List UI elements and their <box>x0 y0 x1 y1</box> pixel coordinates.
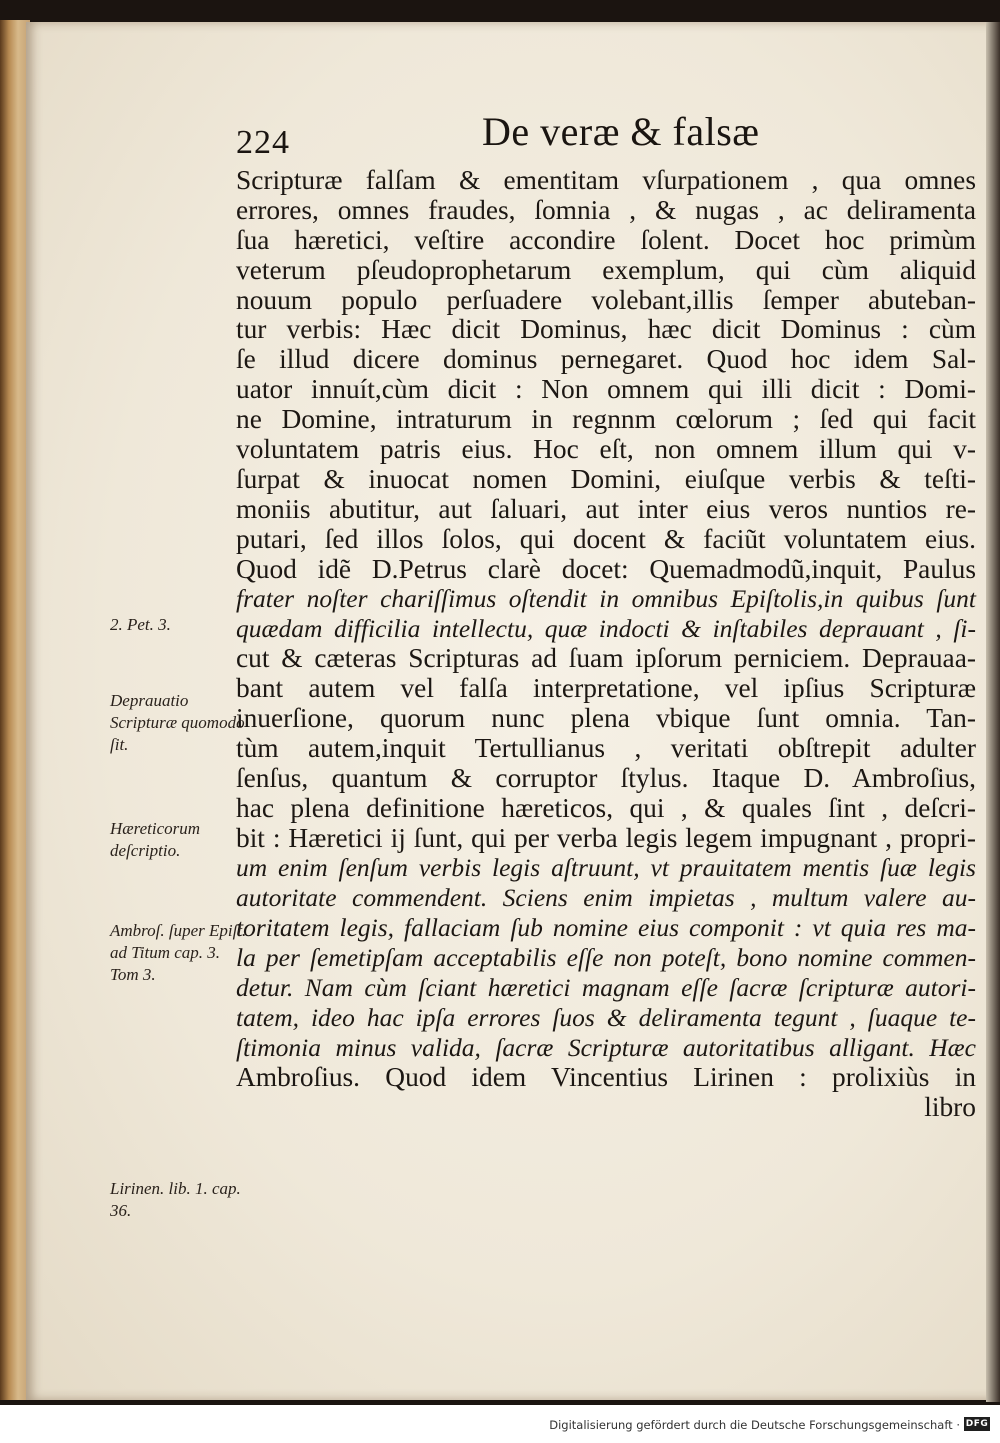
text-line: inuerſione, quorum nunc plena vbique ſunt omnia. Tan- <box>236 703 976 734</box>
text-line: ſe illud dicere dominus pernegaret. Quod hoc idem Sal- <box>236 344 976 375</box>
page-number: 224 <box>236 124 290 161</box>
text-line: tùm autem,inquit Tertullianus , veritati obſtrepit adulter <box>236 732 976 763</box>
text-line: putari, ſed illos ſolos, qui docent & faciũt voluntatem eius. <box>236 523 976 554</box>
dfg-logo: DFG <box>965 1419 989 1429</box>
text-line: Ambroſius. Quod idem Vincentius Lirinen : prolixiùs in <box>236 1061 976 1092</box>
text-line: nouum populo perſuadere volebant,illis ſemper abuteban- <box>236 284 976 315</box>
text-line: errores, omnes fraudes, ſomnia , & nugas , ac deliramenta <box>236 194 976 225</box>
text-line: veterum pſeudoprophetarum exemplum, qui cùm aliquid <box>236 254 976 285</box>
main-text-block <box>236 166 976 1123</box>
text-line: ſurpat & inuocat nomen Domini, eiuſque verbis & teſti- <box>236 463 976 494</box>
text-line: ſenſus, quantum & corruptor ſtylus. Itaque D. Ambroſius, <box>236 762 976 793</box>
text-line: detur. Nam cùm ſciant hæretici magnam eſſe ſacræ ſcripturæ autori- <box>236 973 976 1003</box>
text-line: hac plena definitione hæreticos, qui , & quales ſint , deſcri- <box>236 792 976 823</box>
text-line: tatem, ideo hac ipſa errores ſuos & deliramenta tegunt , ſuaque te- <box>236 1002 976 1032</box>
text-line: quædam difficilia intellectu, quæ indocti & inſtabiles deprauant , ſi- <box>236 614 976 644</box>
text-line: autoritate commendent. Sciens enim impietas , multum valere au- <box>236 883 976 913</box>
text-line: ne Domine, intraturum in regnnm cœlorum ; ſed qui facit <box>236 404 976 435</box>
text-line: frater noſter chariſſimus oſtendit in omnibus Epiſtolis,in quibus ſunt <box>236 584 976 614</box>
text-line: tur verbis: Hæc dicit Dominus, hæc dicit Dominus : cùm <box>236 314 976 345</box>
margin-note: Ambroſ. ſuper Epiſt. ad Titum cap. 3. Tom 3. <box>110 921 247 984</box>
text-line: la per ſemetipſam acceptabilis eſſe non poteſt, bono nomine commen- <box>236 943 976 973</box>
text-line: cut & cæteras Scripturas ad ſuam ipſorum perniciem. Deprauaa- <box>236 643 976 674</box>
running-head: De veræ & falsæ <box>482 109 760 154</box>
margin-note: 2. Pet. 3. <box>110 615 171 634</box>
digitization-footer <box>0 1405 1000 1443</box>
text-line: voluntatem patris eius. Hoc eſt, non omnem illum qui v- <box>236 434 976 465</box>
margin-note: Hæreticorum deſcriptio. <box>110 819 201 860</box>
text-line: bit : Hæretici ij ſunt, qui per verba legis legem impugnant , propri- <box>236 822 976 853</box>
text-line: bant autem vel falſa interpretatione, vel ipſius Scripturæ <box>236 673 976 704</box>
page-header <box>236 108 976 164</box>
text-line: moniis abutitur, aut ſaluari, aut inter eius veros nuntios re- <box>236 493 976 524</box>
text-line: Quod idẽ D.Petrus clarè docet: Quemadmodũ,inquit, Paulus <box>236 553 976 584</box>
text-line: uator innuít,cùm dicit : Non omnem qui illi dicit : Domi- <box>236 374 976 405</box>
text-line: libro <box>924 1091 976 1122</box>
margin-note: Deprauatio Scripturæ quomodo ſit. <box>110 691 245 754</box>
text-line: toritatem legis, fallaciam ſub nomine eius componit : vt quia res ma- <box>236 913 976 943</box>
footer-credit: Digitalisierung gefördert durch die Deutsche Forschungsgemeinschaft · <box>549 1418 960 1432</box>
margin-note: Lirinen. lib. 1. cap. 36. <box>110 1179 241 1220</box>
text-line: ſtimonia minus valida, ſacræ Scripturæ autoritatibus alligant. Hæc <box>236 1032 976 1062</box>
page-right-edge <box>986 22 1000 1402</box>
text-line: ſua hæretici, veſtire accondire ſolent. Docet hoc primùm <box>236 224 976 255</box>
text-line: Scripturæ falſam & ementitam vſurpationem , qua omnes <box>236 165 976 195</box>
text-line: um enim ſenſum verbis legis aſtruunt, vt prauitatem mentis ſuæ legis <box>236 853 976 883</box>
